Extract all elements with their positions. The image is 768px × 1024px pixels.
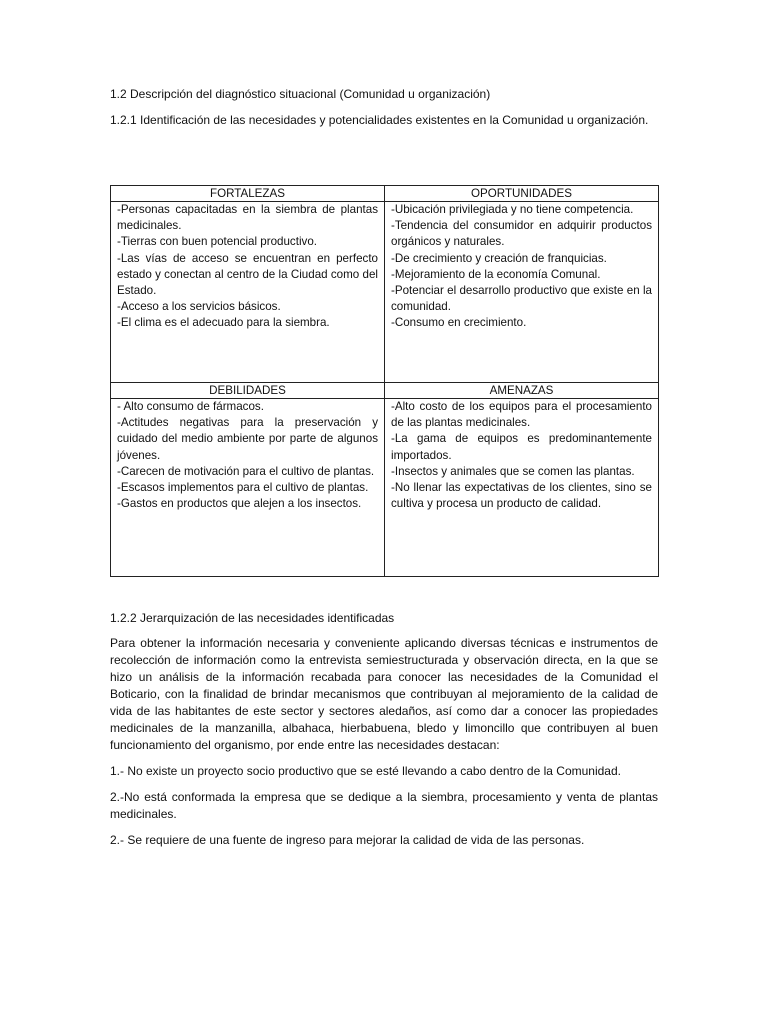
- swot-header-row-bottom: [111, 383, 659, 399]
- debilidades-item: - Alto consumo de fármacos.: [117, 400, 264, 413]
- fortalezas-item: -Personas capacitadas en la siembra de plantas medicinales.: [117, 203, 378, 233]
- amenazas-item: -Alto costo de los equipos para el procesamiento de las plantas medicinales.: [391, 400, 652, 430]
- body-paragraph: Para obtener la información necesaria y conveniente aplicando diversas técnicas e instrumentos de recolección de información como la entrevista semiestructurada y observación directa, en la que se hizo un análisis de la información recabada para conocer las necesidades de la Comunidad el Boticario, con la finalidad de brindar mecanismos que contribuyan al mejoramiento de la calidad de vida de las habitantes de este sector y sectores aledaños, así como dar a conocer las propiedades medicinales de la manzanilla, albahaca, hierbabuena, bledo y limoncillo que contribuyen al buen funcionamiento del organismo, por ende entre las necesidades destacan:: [110, 636, 658, 752]
- debilidades-item: -Escasos implementos para el cultivo de plantas.: [117, 481, 369, 495]
- debilidades-header: DEBILIDADES: [111, 383, 385, 399]
- debilidades-item: -Actitudes negativas para la preservación y cuidado del medio ambiente por parte de algunos jóvenes.: [117, 416, 378, 462]
- swot-header-row-top: [111, 186, 659, 202]
- section-heading: 1.2 Descripción del diagnóstico situacional (Comunidad u organización): [110, 87, 491, 101]
- amenazas-header: AMENAZAS: [385, 383, 659, 399]
- debilidades-item: -Carecen de motivación para el cultivo de plantas.: [117, 464, 375, 478]
- swot-content-row-top: [111, 202, 659, 383]
- debilidades-cell: [111, 399, 385, 577]
- fortalezas-cell: [111, 202, 385, 383]
- fortalezas-item: -Tierras con buen potencial productivo.: [117, 235, 317, 249]
- subsection2-heading: 1.2.2 Jerarquización de las necesidades identificadas: [110, 611, 395, 625]
- amenazas-item: -Insectos y animales que se comen las plantas.: [391, 464, 635, 478]
- swot-table: [110, 185, 659, 577]
- fortalezas-item: -El clima es el adecuado para la siembra.: [117, 316, 330, 330]
- need-item: 2.-No está conformada la empresa que se dedique a la siembra, procesamiento y venta de plantas medicinales.: [110, 790, 658, 821]
- fortalezas-item: -Las vías de acceso se encuentran en perfecto estado y conectan al centro de la Ciudad como del Estado.: [117, 251, 378, 298]
- oportunidades-item: -Potenciar el desarrollo productivo que existe en la comunidad.: [391, 284, 652, 314]
- oportunidades-item: -Consumo en crecimiento.: [391, 316, 527, 330]
- oportunidades-item: -Tendencia del consumidor en adquirir productos orgánicos y naturales.: [391, 219, 652, 249]
- oportunidades-header: OPORTUNIDADES: [385, 186, 659, 202]
- subsection-heading: 1.2.1 Identificación de las necesidades y potencialidades existentes en la Comunidad u organización.: [110, 113, 649, 127]
- fortalezas-item: -Acceso a los servicios básicos.: [117, 300, 281, 314]
- debilidades-item: -Gastos en productos que alejen a los insectos.: [117, 497, 362, 511]
- oportunidades-item: -De crecimiento y creación de franquicias.: [391, 251, 607, 265]
- swot-content-row-bottom: [111, 399, 659, 577]
- need-item: 2.- Se requiere de una fuente de ingreso para mejorar la calidad de vida de las personas.: [110, 833, 585, 847]
- hierarchy-section: [110, 610, 658, 858]
- oportunidades-item: -Ubicación privilegiada y no tiene competencia.: [391, 203, 634, 216]
- oportunidades-item: -Mejoramiento de la economía Comunal.: [391, 267, 601, 281]
- need-item: 1.- No existe un proyecto socio productivo que se esté llevando a cabo dentro de la Comunidad.: [110, 764, 621, 778]
- amenazas-item: -La gama de equipos es predominantemente importados.: [391, 432, 652, 462]
- amenazas-cell: [385, 399, 659, 577]
- fortalezas-header: FORTALEZAS: [111, 186, 385, 202]
- document-header: [110, 86, 658, 138]
- amenazas-item: -No llenar las expectativas de los clientes, sino se cultiva y procesa un producto de calidad.: [391, 481, 652, 511]
- oportunidades-cell: [385, 202, 659, 383]
